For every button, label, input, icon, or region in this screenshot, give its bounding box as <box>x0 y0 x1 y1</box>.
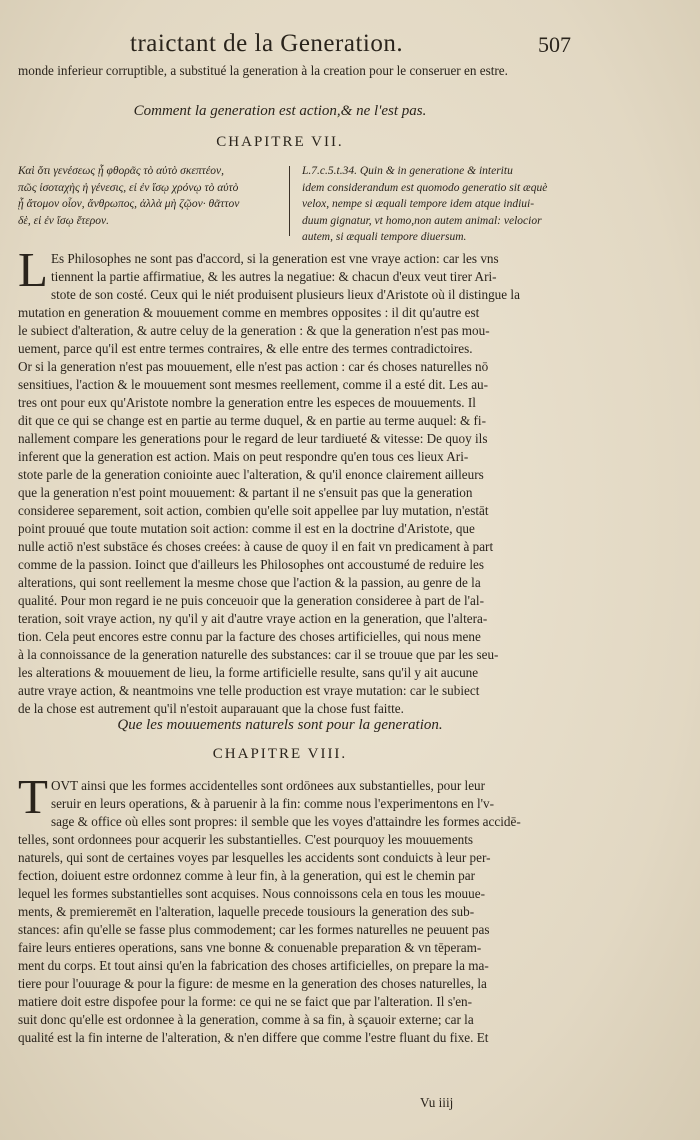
text-line: qualité. Pour mon regard ie ne puis conceuoir que la generation consideree à part de l'al- <box>18 593 484 608</box>
chapter-title-viii: CHAPITRE VIII. <box>212 746 348 762</box>
quote-line: L.7.c.5.t.34. Quin & in generatione & interitu <box>302 165 513 177</box>
greek-quotation <box>18 163 273 229</box>
text-line: à la connoissance de la generation naturelle des substances: car il se trouue que par les seu- <box>18 647 499 662</box>
text-line: Es Philosophes ne sont pas d'accord, si la generation est vne vraye action: car les vns <box>50 251 499 266</box>
text-line: autre vraye action, & neantmoins vne telle production est vraye mutation: car le subiect <box>18 683 480 698</box>
text-line: seruir en leurs operations, & à paruenir à la fin: comme nous l'experimentons en l'v- <box>50 796 495 811</box>
chapter-title-vii: CHAPITRE VII. <box>216 134 344 150</box>
text-line: telles, sont ordonnees pour acquerir les substantielles. C'est pourquoy les mouuements <box>18 832 474 847</box>
quote-line: πῶς ἰσοταχὴς ἡ γένεσις, εἰ ἐν ἴσῳ χρόνῳ τὸ αὐτὸ <box>18 181 239 194</box>
text-line: que la generation n'est point mouuement: & partant il ne s'ensuit pas que la generation <box>18 485 473 500</box>
page-header <box>130 30 570 66</box>
chapter-viii-body <box>18 769 563 1047</box>
text-line: nulle actiō n'est substāce és choses creées: à cause de quoy il en fait vn predicament à part <box>18 539 494 554</box>
text-line: tion. Cela peut encores estre connu par la facture des choses artificielles, qui nous mene <box>18 629 481 644</box>
text-line: lequel les formes substantielles sont acquises. Nous connoissons cela en tous les mouue- <box>18 886 485 901</box>
text-line: qualité est la fin interne de l'alteration, & n'en differe que comme l'estre fluant du fixe. Et <box>18 1030 489 1045</box>
text-line: alterations, qui sont reellement la mesme chose que l'action & la passion, au genre de la <box>18 575 481 590</box>
quote-line: autem, si æquali tempore diuersum. <box>302 231 467 243</box>
page-number: 507 <box>538 32 571 57</box>
chapter-vii-body <box>18 242 563 718</box>
text-line: stote parle de la generation coniointe auec l'alteration, & qu'il enonce clairement ailleurs <box>18 467 484 482</box>
text-line: Or si la generation n'est pas mouuement, elle n'est pas action : car és choses naturelles nō <box>18 359 489 374</box>
text-line: tres ont pour eux qu'Aristote nombre la generation entre les especes de mouuements. Il <box>18 395 476 410</box>
text-line: nallement compare les generations pour le regard de leur tardiueté & vitesse: De quoy ils <box>18 431 488 446</box>
continuation-paragraph: monde inferieur corruptible, a substitué la generation à la creation pour le conseruer en estre. <box>18 63 508 78</box>
text-line: consideree separement, soit action, combien qu'elle soit appellee par luy mutation, n'estāt <box>18 503 489 518</box>
drop-cap: L <box>18 242 48 297</box>
quote-line: Καὶ ὅτι γενέσεως ᾗ φθορᾶς τὸ αὐτὸ σκεπτέον, <box>18 165 225 177</box>
signature-mark: Vu iiij <box>420 1095 454 1110</box>
text-line: sage & office où elles sont propres: il semble que les voyes d'attaindre les formes accidē- <box>50 814 521 829</box>
drop-cap: T <box>18 769 48 824</box>
text-line: de la chose est autrement qu'il n'estoit auparauant que la chose fust faitte. <box>18 701 404 716</box>
text-line: stances: afin qu'elle se fasse plus commodement; car les formes naturelles ne peuuent pas <box>18 922 490 937</box>
text-line: tiennent la partie affirmatiue, & les autres la negatiue: & chacun d'eux veut tirer Ari- <box>50 269 497 284</box>
quote-line: idem considerandum est quomodo generatio sit æquè <box>302 181 548 194</box>
text-line: fection, doiuent estre ordonnez comme à leur fin, à la generation, qui est le chemin par <box>18 868 475 883</box>
running-title: traictant de la Generation. <box>130 30 404 57</box>
quote-line: δὲ, εἰ ἐν ἴσῳ ἕτερον. <box>18 214 110 227</box>
text-line: tiere pour l'ouurage & pour la figure: de mesme en la generation des choses naturelles, la <box>18 976 487 991</box>
text-line: naturels, qui sont de certaines voyes par lesquelles les accidents sont conduicts à leur per- <box>18 850 491 865</box>
text-line: inferent que la generation est action. Mais on peut respondre qu'en tous ces lieux Ari- <box>18 449 469 464</box>
quote-line: duum gignatur, vt homo,non autem animal: velocior <box>302 214 542 227</box>
text-line: stote de son costé. Ceux qui le niét produisent plusieurs lieux d'Aristote où il distingue la <box>50 287 520 302</box>
text-line: uement, parce qu'il est entre termes contraires, & elle entre des termes contradictoires. <box>18 341 473 356</box>
quote-divider <box>289 166 290 236</box>
latin-quotation <box>302 163 570 246</box>
text-line: les alterations & mouuement de lieu, la forme artificielle resulte, sans qu'il y ait aucune <box>18 665 479 680</box>
quote-line: velox, nempe si æquali tempore idem atque indiui- <box>302 198 535 210</box>
text-line: comme de la passion. Ioinct que d'ailleurs les Philosophes ont accoustumé de reduire les <box>18 557 485 572</box>
text-line: sensitiues, l'action & le mouuement sont mesmes reellement, comme il a esté dit. Les au- <box>18 377 489 392</box>
text-line: ments, & premieremēt en l'alteration, laquelle precede tousiours la generation des sub- <box>18 904 475 919</box>
text-line: ment du corps. Et tout ainsi qu'en la fabrication des choses artificielles, on prepare la ma- <box>18 958 489 973</box>
text-line: le subiect d'alteration, & autre celuy de la generation : & que la generation n'est pas mou- <box>18 323 490 338</box>
text-line: point prouué que toute mutation soit action: comme il est en la doctrine d'Aristote, que <box>18 521 475 536</box>
text-line: faire leurs entieres operations, sans vne bonne & conuenable preparation & vn tēperam- <box>18 940 482 955</box>
text-line: OVT ainsi que les formes accidentelles sont ordōnees aux substantielles, pour leur <box>50 778 486 793</box>
text-line: suit donc qu'elle est ordonnee à la generation, comme à sa fin, à sçauoir externe; car la <box>18 1012 474 1027</box>
text-line: mutation en generation & mouuement comme en membres opposites : il dit qu'autre est <box>18 305 480 320</box>
text-line: dit que ce qui se change est en partie au terme duquel, & en partie au terme auquel: & fi- <box>18 413 486 428</box>
section-heading-action: Comment la generation est action,& ne l'est pas. <box>133 103 427 119</box>
quote-line: ᾗ ἄτομον οἷον, ἄνθρωπος, ἀλλὰ μὴ ζῷον· θᾶττον <box>18 198 240 210</box>
text-line: teration, soit vraye action, ny qu'il y ait d'autre vraye action en la generation, que l'altera- <box>18 611 488 626</box>
section-heading-mouvements: Que les mouuements naturels sont pour la generation. <box>117 717 443 733</box>
text-line: matiere doit estre dispofee pour la forme: ce qui ne se faict que par l'alteration. Il s'en- <box>18 994 473 1009</box>
